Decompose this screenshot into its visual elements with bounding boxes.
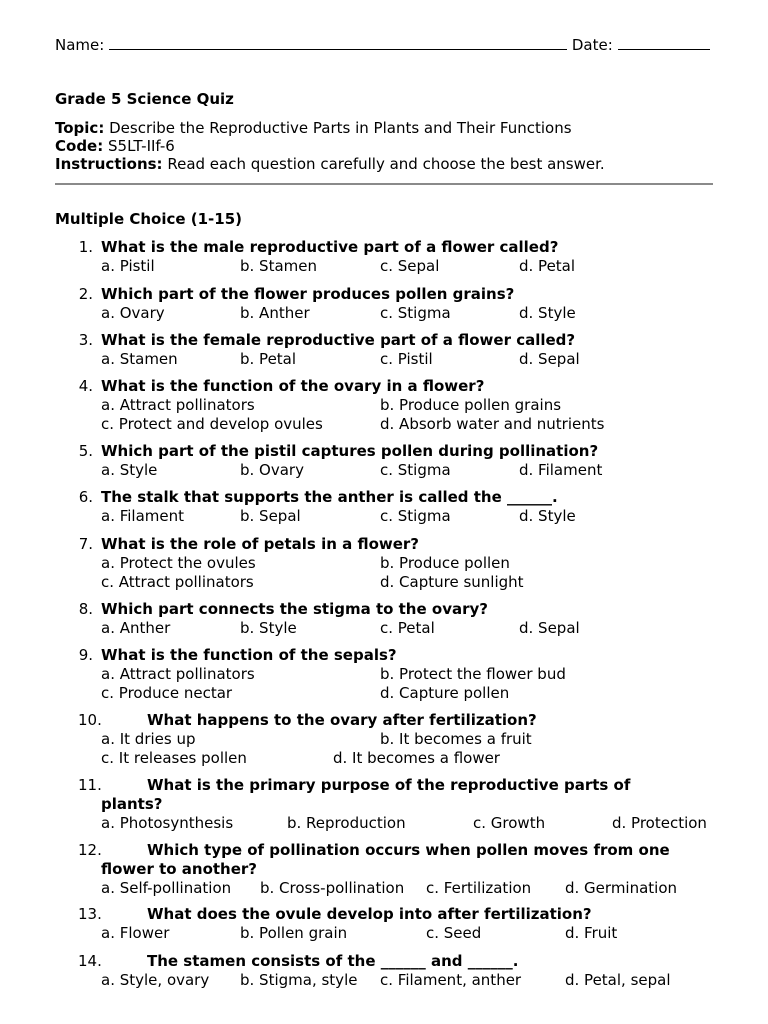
- name-blank: [109, 34, 567, 50]
- answer-option[interactable]: d. Filament: [519, 461, 603, 479]
- code-value: S5LT-IIf-6: [108, 137, 175, 155]
- topic-value: Describe the Reproductive Parts in Plants and Their Functions: [109, 119, 572, 137]
- answer-option[interactable]: a. Style, ovary: [101, 971, 210, 989]
- question-text: Which part of the pistil captures pollen during pollination?: [101, 442, 599, 460]
- topic-line: [55, 119, 572, 137]
- answer-option[interactable]: c. Pistil: [380, 350, 433, 368]
- answer-option[interactable]: b. Cross-pollination: [260, 879, 405, 897]
- answer-option[interactable]: c. Petal: [380, 619, 435, 637]
- question-number: 9.: [78, 646, 93, 664]
- answer-option[interactable]: a. Self-pollination: [101, 879, 232, 897]
- question-text: Which part connects the stigma to the ovary?: [101, 600, 488, 618]
- answer-option[interactable]: d. It becomes a flower: [333, 749, 500, 767]
- answer-option[interactable]: b. Sepal: [240, 507, 301, 525]
- answer-option[interactable]: c. Produce nectar: [101, 684, 233, 702]
- answer-option[interactable]: b. Produce pollen grains: [380, 396, 562, 414]
- answer-option[interactable]: c. Fertilization: [426, 879, 532, 897]
- answer-option[interactable]: c. Filament, anther: [380, 971, 522, 989]
- divider: [55, 183, 713, 185]
- name-label: Name:: [55, 36, 105, 54]
- answer-option[interactable]: b. Petal: [240, 350, 297, 368]
- question-number: 8.: [78, 600, 93, 618]
- question-text: What is the function of the ovary in a flower?: [101, 377, 485, 395]
- answer-option[interactable]: d. Absorb water and nutrients: [380, 415, 605, 433]
- question-text-continued: flower to another?: [101, 860, 257, 878]
- answer-option[interactable]: a. Anther: [101, 619, 171, 637]
- question-number: 5.: [78, 442, 93, 460]
- answer-option[interactable]: d. Protection: [612, 814, 707, 832]
- answer-option[interactable]: d. Capture pollen: [380, 684, 510, 702]
- question-number: 3.: [78, 331, 93, 349]
- answer-option[interactable]: c. Stigma: [380, 461, 451, 479]
- answer-option[interactable]: c. Seed: [426, 924, 482, 942]
- answer-option[interactable]: c. Stigma: [380, 304, 451, 322]
- code-label: Code:: [55, 137, 104, 155]
- answer-option[interactable]: a. Photosynthesis: [101, 814, 234, 832]
- question-text: Which part of the flower produces pollen grains?: [101, 285, 515, 303]
- answer-option[interactable]: d. Capture sunlight: [380, 573, 524, 591]
- answer-option[interactable]: d. Style: [519, 304, 576, 322]
- answer-option[interactable]: a. Flower: [101, 924, 170, 942]
- answer-option[interactable]: b. Stamen: [240, 257, 317, 275]
- answer-option[interactable]: b. Reproduction: [287, 814, 406, 832]
- answer-option[interactable]: a. Ovary: [101, 304, 165, 322]
- answer-option[interactable]: b. It becomes a fruit: [380, 730, 532, 748]
- answer-option[interactable]: b. Ovary: [240, 461, 304, 479]
- answer-option[interactable]: d. Sepal: [519, 619, 580, 637]
- question-text: The stalk that supports the anther is called the ______.: [101, 488, 558, 506]
- question-text: What is the primary purpose of the reproductive parts of: [147, 776, 631, 794]
- topic-label: Topic:: [55, 119, 105, 137]
- question-text: What does the ovule develop into after fertilization?: [147, 905, 592, 923]
- question-number: 6.: [78, 488, 93, 506]
- question-text: What is the male reproductive part of a flower called?: [101, 238, 559, 256]
- question-number: 2.: [78, 285, 93, 303]
- quiz-page: Name: Date: Grade 5 Science Quiz Topic: Describe the Reproductive Parts in Plants and Their Functions Code: S5LT-IIf-6 Instructions: Read each question carefully and choose the best answer. Multiple Choice (1-15) 1. What is the male reproductive part of a flower called? a. Pistil b. Stamen c. Sepal d. Petal 2. Which part of the flower produces pollen grains? a. Ovary b. Anther c. Stigma d. Style 3. What is the female reproductive part of a flower called? a. Stamen b. Petal c. Pistil d. Sepal 4. What is the function of the ovary in a flower? a. Attract pollinators b. Produce pollen grains c. Protect and develop ovules d. Absorb water and nutrients 5. Which part of the pistil captures pollen during pollination? a. Style b. Ovary c. Stigma d. Filament 6. The stalk that supports the anther is called the ______. a. Filament b. Sepal c. Stigma d. Style 7. What is the role of petals in a flower? a. Protect the ovules b. Produce pollen c. Attract pollinators d. Capture sunlight 8. Which part connects the stigma to the ovary? a. Anther b. Style c. Petal d. Sepal 9. What is the function of the sepals? a. Attract pollinators b. Protect the flower bud c. Produce nectar d. Capture pollen 10. What happens to the ovary after fertilization? a. It dries up b. It becomes a fruit c. It releases pollen d. It becomes a flower 11. What is the primary purpose of the reproductive parts of plants? a. Photosynthesis b. Reproduction c. Growth d. Protection 12. Which type of pollination occurs when pollen moves from one flower to another? a. Self-pollination b. Cross-pollination c. Fertilization d. Germination 13. What does the ovule develop into after fertilization? a. Flower b. Pollen grain c. Seed d. Fruit 14. The stamen consists of the ______ and ______. a. Style, ovary b. Stigma, style c. Filament, anther d. Petal, sepal: [0, 0, 768, 1024]
- question-text: What happens to the ovary after fertilization?: [147, 711, 537, 729]
- answer-option[interactable]: c. Sepal: [380, 257, 440, 275]
- answer-option[interactable]: c. Growth: [473, 814, 546, 832]
- answer-option[interactable]: b. Protect the flower bud: [380, 665, 566, 683]
- answer-option[interactable]: d. Fruit: [565, 924, 618, 942]
- code-line: [55, 137, 175, 155]
- section-title: Multiple Choice (1-15): [55, 210, 243, 228]
- answer-option[interactable]: c. It releases pollen: [101, 749, 247, 767]
- answer-option[interactable]: d. Germination: [565, 879, 678, 897]
- question-text: What is the female reproductive part of a flower called?: [101, 331, 576, 349]
- name-row: [55, 34, 710, 54]
- question-number: 4.: [78, 377, 93, 395]
- answer-option[interactable]: d. Petal: [519, 257, 576, 275]
- answer-option[interactable]: a. Filament: [101, 507, 185, 525]
- answer-option[interactable]: a. Pistil: [101, 257, 155, 275]
- quiz-title: Grade 5 Science Quiz: [55, 90, 234, 108]
- answer-option[interactable]: a. Attract pollinators: [101, 396, 255, 414]
- answer-option[interactable]: a. It dries up: [101, 730, 196, 748]
- date-blank: [618, 34, 710, 50]
- answer-option[interactable]: a. Style: [101, 461, 158, 479]
- answer-option[interactable]: b. Stigma, style: [240, 971, 358, 989]
- answer-option[interactable]: a. Stamen: [101, 350, 178, 368]
- question-text: Which type of pollination occurs when pollen moves from one: [147, 841, 670, 859]
- answer-option[interactable]: d. Style: [519, 507, 576, 525]
- answer-option[interactable]: a. Protect the ovules: [101, 554, 256, 572]
- question-text: The stamen consists of the ______ and ______.: [147, 952, 519, 970]
- instructions-label: Instructions:: [55, 155, 163, 173]
- answer-option[interactable]: c. Stigma: [380, 507, 451, 525]
- answer-option[interactable]: d. Petal, sepal: [565, 971, 671, 989]
- question-text-continued: plants?: [101, 795, 163, 813]
- question-number: 7.: [78, 535, 93, 553]
- answer-option[interactable]: c. Protect and develop ovules: [101, 415, 323, 433]
- answer-option[interactable]: b. Produce pollen: [380, 554, 510, 572]
- answer-option[interactable]: a. Attract pollinators: [101, 665, 255, 683]
- answer-option[interactable]: b. Pollen grain: [240, 924, 348, 942]
- answer-option[interactable]: c. Attract pollinators: [101, 573, 254, 591]
- question-text: What is the function of the sepals?: [101, 646, 397, 664]
- instructions-value: Read each question carefully and choose the best answer.: [167, 155, 605, 173]
- instructions-line: [55, 155, 605, 173]
- answer-option[interactable]: b. Anther: [240, 304, 310, 322]
- question-number: 1.: [78, 238, 93, 256]
- question-text: What is the role of petals in a flower?: [101, 535, 420, 553]
- answer-option[interactable]: d. Sepal: [519, 350, 580, 368]
- date-label: Date:: [571, 36, 613, 54]
- answer-option[interactable]: b. Style: [240, 619, 297, 637]
